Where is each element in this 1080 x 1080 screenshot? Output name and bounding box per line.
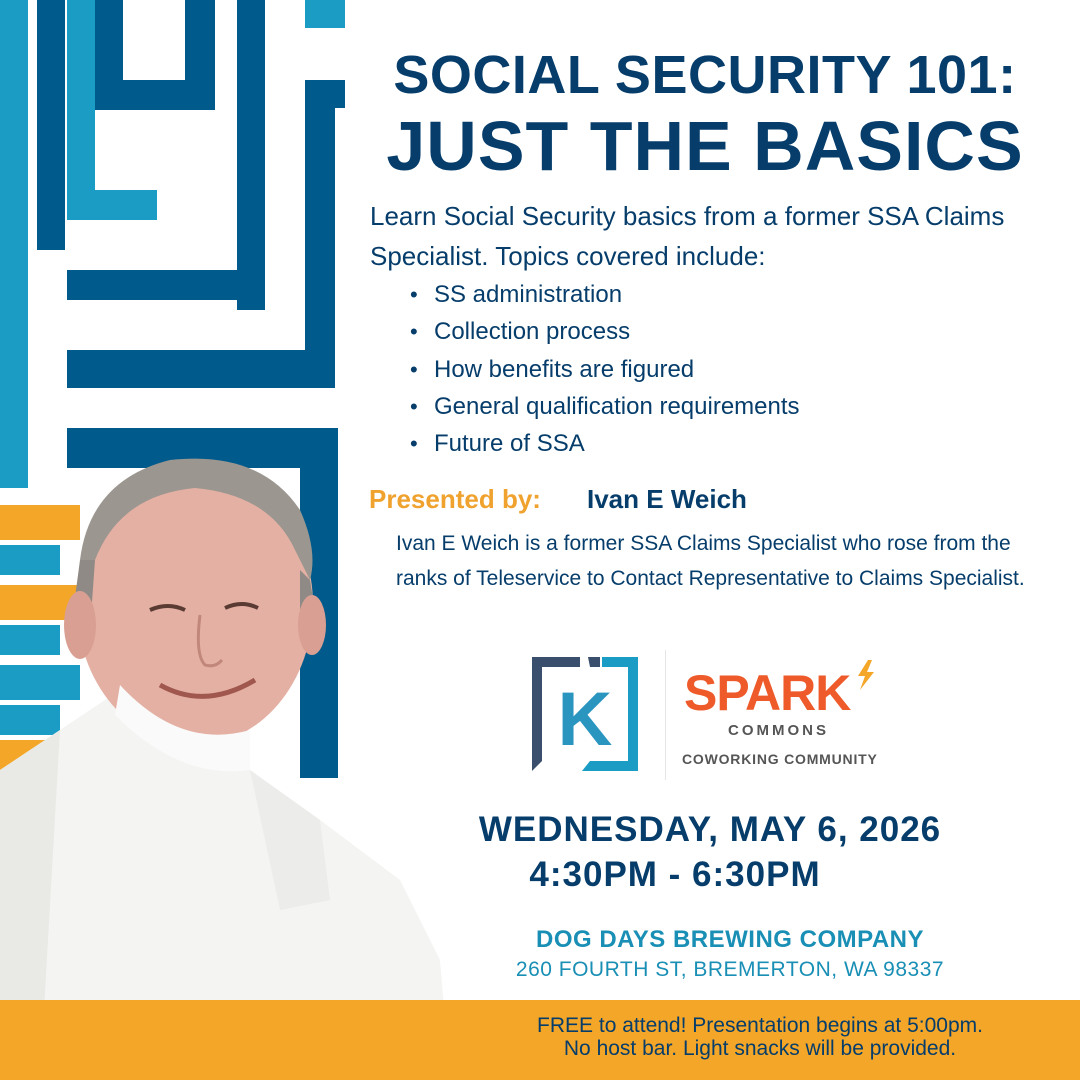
event-venue: DOG DAYS BREWING COMPANY <box>535 926 925 953</box>
topics-list <box>410 276 800 462</box>
footer-line-2: No host bar. Light snacks will be provided. <box>563 1037 957 1060</box>
spark-bolt-icon <box>850 660 880 690</box>
spark-logo-commons: COMMONS <box>728 722 829 739</box>
presenter-name: Ivan E Weich <box>587 484 747 514</box>
spark-logo-word: SPARK <box>684 665 851 721</box>
title-line-2: JUST THE BASICS <box>386 107 1024 185</box>
presented-by-label: Presented by: <box>369 484 541 514</box>
topic-item: • Collection process <box>410 313 800 350</box>
k-logo-letter: K <box>557 677 613 762</box>
footer-line-1: FREE to attend! Presentation begins at 5:00pm. <box>537 1014 983 1037</box>
topic-item: • Future of SSA <box>410 425 800 462</box>
logo-divider <box>665 650 666 780</box>
footer-text <box>440 1014 1080 1060</box>
intro-text: Learn Social Security basics from a former SSA Claims Specialist. Topics covered include: <box>370 201 1005 271</box>
event-time: 4:30PM - 6:30PM <box>529 855 821 894</box>
spark-logo-tagline: COWORKING COMMUNITY <box>682 751 878 767</box>
k-logo <box>530 655 640 773</box>
event-address: 260 FOURTH ST, BREMERTON, WA 98337 <box>515 958 945 981</box>
event-date: WEDNESDAY, MAY 6, 2026 <box>478 810 942 849</box>
topic-item: • How benefits are figured <box>410 351 800 388</box>
presenter-bio: Ivan E Weich is a former SSA Claims Specialist who rose from the ranks of Teleservice to Contact Representative to Claims Specialist. <box>396 532 1025 590</box>
topic-item: • General qualification requirements <box>410 388 800 425</box>
presenter-photo <box>0 440 450 1080</box>
topic-item: • SS administration <box>410 276 800 313</box>
title-line-1: SOCIAL SECURITY 101: <box>393 45 1017 105</box>
